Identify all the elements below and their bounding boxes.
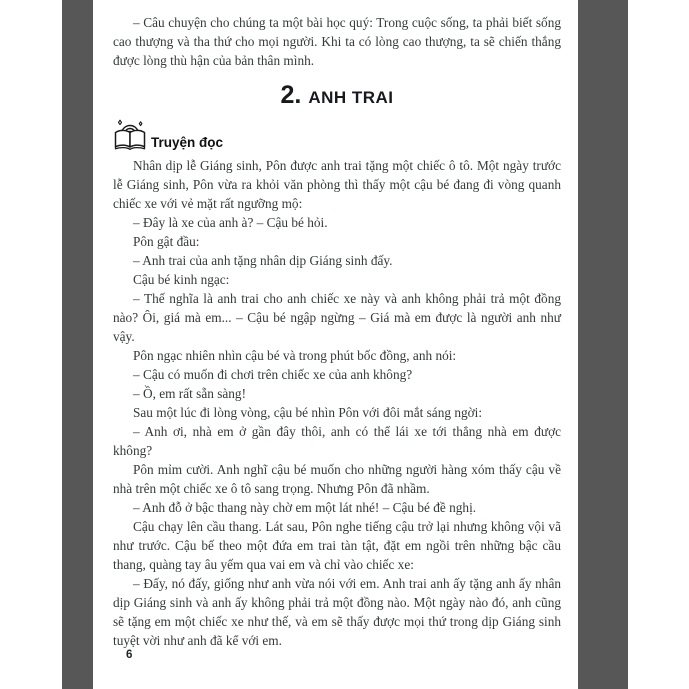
story-paragraph: Pôn mỉm cười. Anh nghĩ cậu bé muốn cho những người hàng xóm thấy cậu về nhà trên một chiếc xe ô tô sang trọng. Nhưng Pôn đã nhầm. xyxy=(113,462,561,496)
book-page xyxy=(93,0,578,689)
open-book-rainbow-icon xyxy=(113,119,147,151)
photo-backdrop-left xyxy=(62,0,93,689)
story-paragraph: – Anh ơi, nhà em ở gần đây thôi, anh có thể lái xe tới thẳng nhà em được không? xyxy=(113,424,561,458)
story-paragraph: – Anh đỗ ở bậc thang này chờ em một lát nhé! – Cậu bé đề nghị. xyxy=(133,500,477,515)
story-text xyxy=(113,156,561,650)
section-label: Truyện đọc xyxy=(151,135,224,150)
story-paragraph: Cậu chạy lên cầu thang. Lát sau, Pôn nghe tiếng cậu trở lại nhưng không vội vã như trước. Cậu bế theo một đứa em trai tàn tật, đặt em ngồi trên những bậc cầu thang, quàng tay âu yếm qua vai em và chỉ vào chiếc xe: xyxy=(113,519,561,572)
story-paragraph: Pôn ngạc nhiên nhìn cậu bé và trong phút bốc đồng, anh nói: xyxy=(133,348,457,363)
story-paragraph: Cậu bé kinh ngạc: xyxy=(133,272,230,287)
chapter-number: 2. xyxy=(280,81,302,109)
page-number: 6 xyxy=(126,649,133,661)
story-paragraph: Nhân dịp lễ Giáng sinh, Pôn được anh trai tặng một chiếc ô tô. Một ngày trước lễ Giáng sinh, Pôn vừa ra khỏi văn phòng thì thấy một cậu bé đang đi vòng quanh chiếc xe với vẻ mặt rất ngưỡng mộ: xyxy=(113,158,561,211)
story-paragraph: – Đấy, nó đấy, giống như anh vừa nói với em. Anh trai anh ấy tặng anh ấy nhân dịp Giáng sinh và anh ấy không phải trả một đồng nào. Một ngày nào đó, anh cũng sẽ tặng em một chiếc xe như thế, và em sẽ thấy được mọi thứ trong dịp Giáng sinh tuyệt vời như anh đã kể với em. xyxy=(113,576,561,648)
story-paragraph: – Cậu có muốn đi chơi trên chiếc xe của anh không? xyxy=(133,367,413,382)
section-label-row xyxy=(113,119,561,151)
chapter-heading xyxy=(113,82,561,111)
story-paragraph: – Đây là xe của anh à? – Cậu bé hỏi. xyxy=(133,215,328,230)
story-paragraph: Sau một lúc đi lòng vòng, cậu bé nhìn Pôn với đôi mắt sáng ngời: xyxy=(133,405,483,420)
intro-paragraph: – Câu chuyện cho chúng ta một bài học quý: Trong cuộc sống, ta phải biết sống cao thượng và tha thứ cho mọi người. Khi ta có lòng cao thượng, ta sẽ chiến thắng được lòng thù hận của bản thân mình. xyxy=(113,15,561,68)
story-paragraph: Pôn gật đầu: xyxy=(133,234,200,249)
chapter-title: ANH TRAI xyxy=(308,88,394,107)
story-paragraph: – Ồ, em rất sẵn sàng! xyxy=(133,386,246,401)
photo-backdrop-right xyxy=(578,0,628,689)
story-paragraph: – Thế nghĩa là anh trai cho anh chiếc xe này và anh không phải trả một đồng nào? Ôi, giá mà em... – Cậu bé ngập ngừng – Giá mà em được là người anh như vậy. xyxy=(113,291,561,344)
story-paragraph: – Anh trai của anh tặng nhân dịp Giáng sinh đấy. xyxy=(133,253,393,268)
